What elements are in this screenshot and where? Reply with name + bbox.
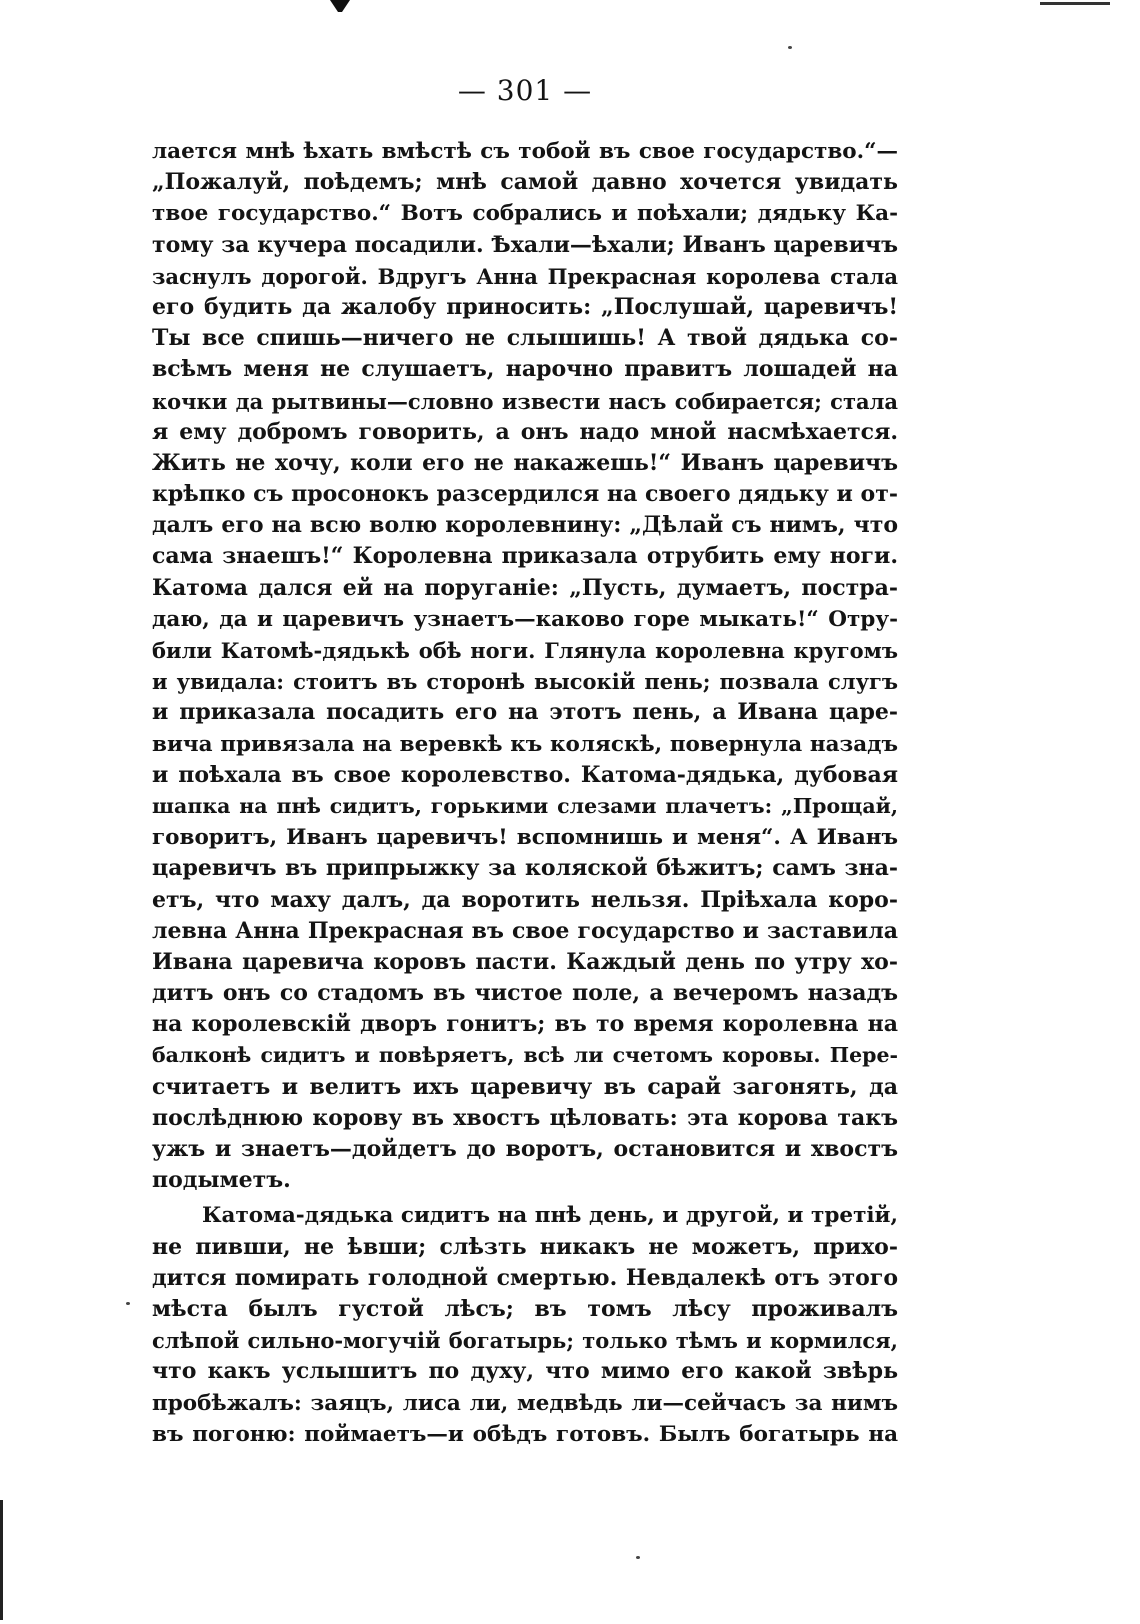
body-text [152, 136, 898, 1450]
text-line: и приказала посадить его на этотъ пень, а Ивана царе- [152, 699, 898, 726]
text-line: „Пожалуй, поѣдемъ; мнѣ самой давно хочется увидать [152, 169, 898, 196]
text-line: Жить не хочу, коли его не накажешь!“ Иванъ царевичъ [152, 449, 898, 476]
text-line: считаетъ и велитъ ихъ царевичу въ сарай загонять, да [152, 1073, 898, 1100]
scan-artifact-top [330, 0, 350, 12]
scan-artifact-right [1040, 2, 1110, 5]
text-line: дитъ онъ со стадомъ въ чистое поле, а вечеромъ назадъ [152, 980, 898, 1007]
text-line: левна Анна Прекрасная въ свое государство и заставила [152, 917, 898, 944]
text-line: кочки да рытвины—словно извести насъ собирается; стала [152, 388, 898, 414]
text-line: на королевскій дворъ гонитъ; въ то время королевна на [152, 1011, 898, 1038]
text-line: и поѣхала въ свое королевство. Катома-дядька, дубовая [152, 761, 898, 788]
scan-artifact-left [0, 1500, 3, 1620]
text-line: слѣпой сильно-могучій богатырь; только тѣмъ и кормился, [152, 1328, 898, 1354]
scan-speck [788, 46, 792, 49]
text-line: Катома дался ей на поруганіе: „Пусть, думаетъ, постра- [152, 574, 898, 601]
text-line: етъ, что маху далъ, да воротить нельзя. Пріѣхала коро- [152, 886, 898, 913]
text-line: я ему добромъ говорить, а онъ надо мной насмѣхается. [152, 418, 898, 445]
text-line: что какъ услышитъ по духу, что мимо его какой звѣрь [152, 1358, 898, 1385]
text-line: сама знаешъ!“ Королевна приказала отрубить ему ноги. [152, 543, 898, 570]
text-line: его будить да жалобу приносить: „Послушай, царевичъ! [152, 293, 898, 320]
text-line: балконѣ сидитъ и повѣряетъ, всѣ ли счетомъ коровы. Пере- [152, 1043, 898, 1068]
text-line: Ивана царевича коровъ пасти. Каждый день по утру хо- [152, 948, 898, 975]
text-line: Катома-дядька сидитъ на пнѣ день, и другой, и третій, [202, 1203, 898, 1229]
text-line: мѣста былъ густой лѣсъ; въ томъ лѣсу проживалъ [152, 1295, 898, 1322]
text-line: вича привязала на веревкѣ къ коляскѣ, повернула назадъ [152, 731, 898, 757]
text-line: царевичъ въ припрыжку за коляской бѣжитъ; самъ зна- [152, 855, 898, 882]
scan-speck [636, 1556, 640, 1559]
text-line: всѣмъ меня не слушаетъ, нарочно правитъ лошадей на [152, 356, 898, 383]
text-line: Ты все спишь—ничего не слышишь! А твой дядька со- [152, 325, 898, 352]
text-line: въ погоню: поймаетъ—и обѣдъ готовъ. Былъ богатырь на [152, 1421, 898, 1447]
text-line: шапка на пнѣ сидитъ, горькими слезами плачетъ: „Прощай, [152, 793, 898, 818]
text-line: даю, да и царевичъ узнаетъ—каково горе мыкать!“ Отру- [152, 606, 898, 632]
text-line: не пивши, не ѣвши; слѣзть никакъ не можетъ, прихо- [152, 1233, 898, 1260]
text-line: пробѣжалъ: заяцъ, лиса ли, медвѣдь ли—сейчасъ за нимъ [152, 1390, 898, 1416]
text-line: и увидала: стоитъ въ сторонѣ высокій пень; позвала слугъ [152, 669, 898, 695]
text-line: далъ его на всю волю королевнину: „Дѣлай съ нимъ, что [152, 512, 898, 539]
text-line: заснулъ дорогой. Вдругъ Анна Прекрасная королева стала [152, 263, 898, 289]
text-line: тому за кучера посадили. Ѣхали—ѣхали; Иванъ царевичъ [152, 231, 898, 258]
text-line: послѣднюю корову въ хвостъ цѣловать: эта корова такъ [152, 1104, 898, 1131]
scan-speck [126, 1302, 130, 1305]
text-line: дится помирать голодной смертью. Невдалекѣ отъ этого [152, 1264, 898, 1291]
text-line: твое государство.“ Вотъ собрались и поѣхали; дядьку Ка- [152, 201, 898, 227]
text-line: подыметъ. [152, 1167, 291, 1194]
text-line: били Катомѣ-дядькѣ обѣ ноги. Глянула королевна кругомъ [152, 638, 898, 663]
page-number: — 301 — [457, 74, 593, 107]
text-line: ужъ и знаетъ—дойдетъ до воротъ, остановится и хвостъ [152, 1136, 898, 1162]
text-line: говоритъ, Иванъ царевичъ! вспомнишь и меня“. А Иванъ [152, 825, 898, 851]
text-line: лается мнѣ ѣхать вмѣстѣ съ тобой въ свое государство.“— [152, 139, 898, 164]
text-line: крѣпко съ просонокъ разсердился на своего дядьку и от- [152, 481, 898, 508]
